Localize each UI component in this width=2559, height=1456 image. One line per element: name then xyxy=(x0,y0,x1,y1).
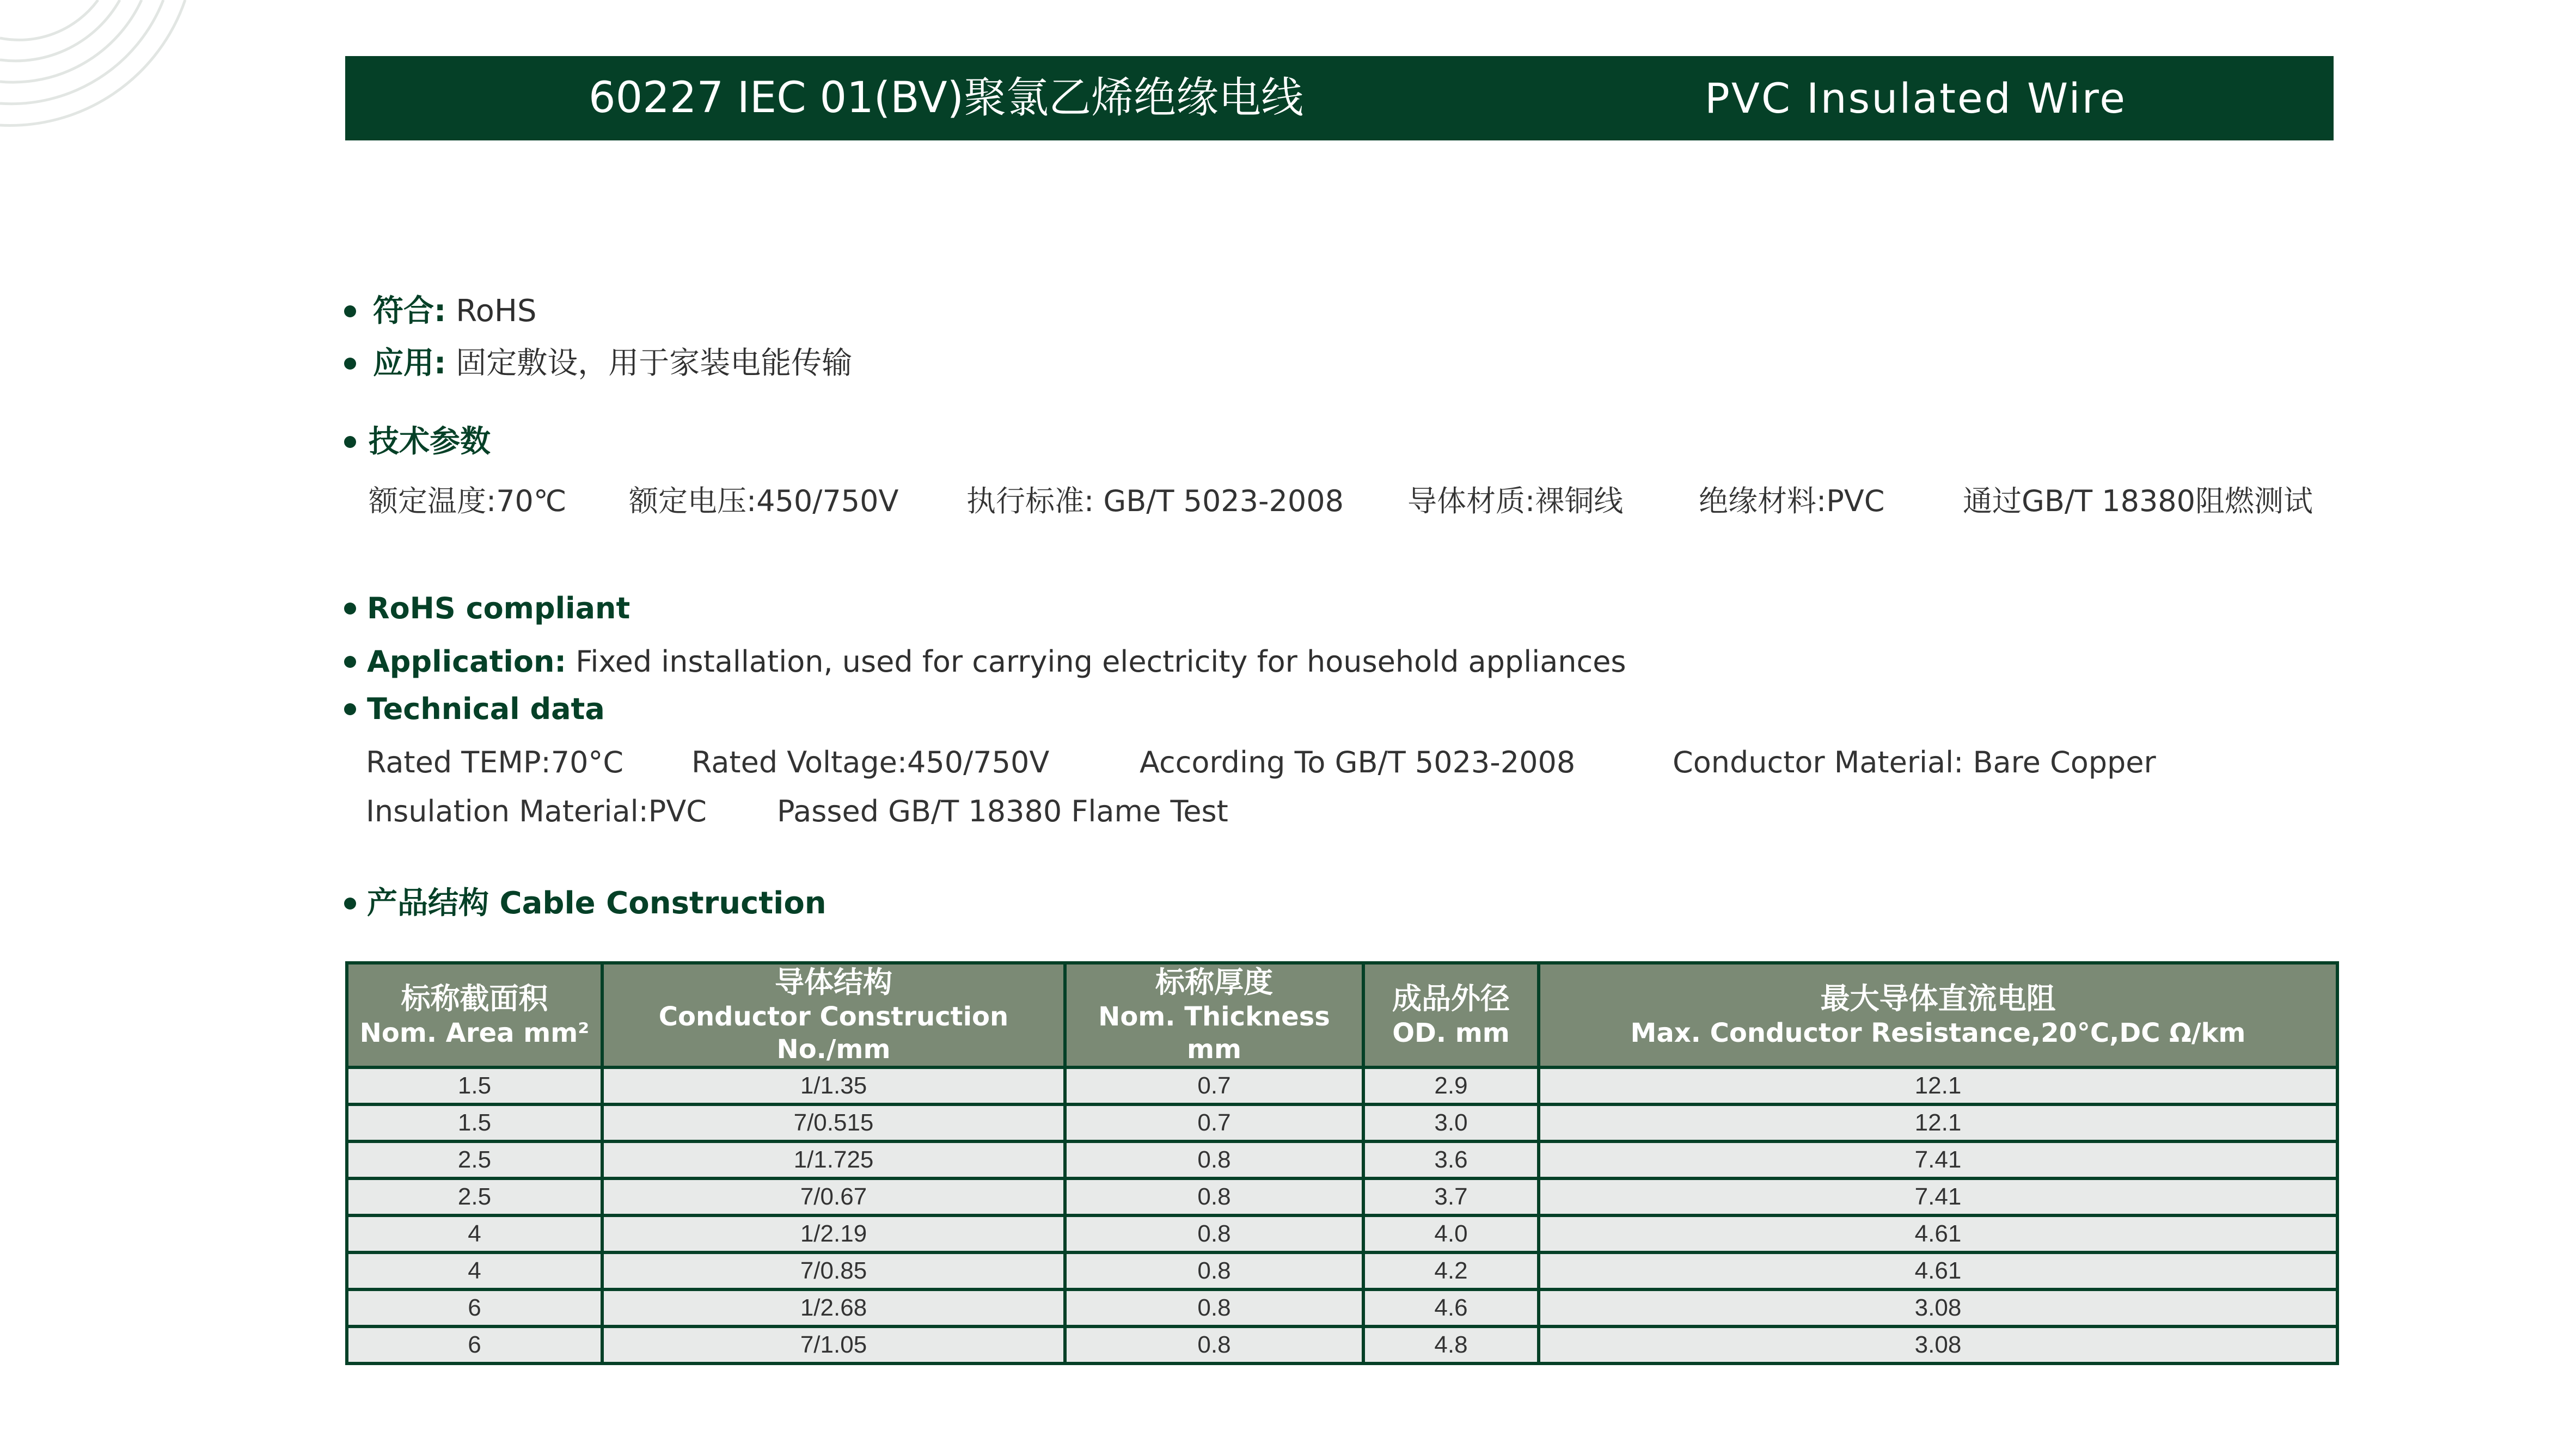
column-header-conductor: 导体结构 Conductor Construction No./mm xyxy=(602,963,1065,1067)
table-cell: 0.8 xyxy=(1065,1215,1363,1252)
bullet-icon xyxy=(344,305,356,317)
table-cell: 3.7 xyxy=(1363,1178,1539,1215)
table-cell: 7/1.05 xyxy=(602,1326,1065,1363)
table-cell: 0.8 xyxy=(1065,1178,1363,1215)
table-cell: 1/1.35 xyxy=(602,1067,1065,1104)
application-en-value: Fixed installation, used for carrying electricity for household appliances xyxy=(576,644,1626,679)
table-cell: 1/1.725 xyxy=(602,1141,1065,1178)
column-header-area: 标称截面积 Nom. Area mm² xyxy=(347,963,602,1067)
table-cell: 12.1 xyxy=(1539,1104,2337,1141)
cable-construction-heading: 产品结构 Cable Construction xyxy=(367,886,827,921)
param-cn-conductor: 导体材质:裸铜线 xyxy=(1407,484,1624,518)
table-cell: 0.7 xyxy=(1065,1067,1363,1104)
param-en-temp: Rated TEMP:70°C xyxy=(366,745,624,779)
table-row xyxy=(347,1215,2337,1252)
title-bar xyxy=(345,56,2334,140)
decorative-arcs xyxy=(0,0,207,142)
table-cell: 4.8 xyxy=(1363,1326,1539,1363)
param-en-insulation: Insulation Material:PVC xyxy=(366,794,707,828)
param-cn-temp: 额定温度:70℃ xyxy=(369,484,567,518)
table-row xyxy=(347,1141,2337,1178)
table-row xyxy=(347,1067,2337,1104)
cable-construction-table xyxy=(345,961,2339,1365)
param-cn-voltage: 额定电压:450/750V xyxy=(629,484,899,518)
table-row xyxy=(347,1104,2337,1141)
bullet-icon xyxy=(344,436,356,448)
table-cell: 6 xyxy=(347,1289,602,1326)
bullet-icon xyxy=(344,603,356,615)
bullet-icon xyxy=(344,703,356,715)
table-cell: 3.0 xyxy=(1363,1104,1539,1141)
table-cell: 4 xyxy=(347,1215,602,1252)
table-cell: 7/0.515 xyxy=(602,1104,1065,1141)
param-cn-standard: 执行标准: GB/T 5023-2008 xyxy=(966,484,1344,518)
table-cell: 7/0.67 xyxy=(602,1178,1065,1215)
param-en-voltage: Rated Voltage:450/750V xyxy=(691,745,1050,779)
table-cell: 3.08 xyxy=(1539,1289,2337,1326)
column-header-resistance: 最大导体直流电阻 Max. Conductor Resistance,20°C,DC Ω/km xyxy=(1539,963,2337,1067)
column-header-od: 成品外径 OD. mm xyxy=(1363,963,1539,1067)
table-cell: 7/0.85 xyxy=(602,1252,1065,1289)
param-cn-flame-test: 通过GB/T 18380阻燃测试 xyxy=(1963,484,2313,518)
table-cell: 4.6 xyxy=(1363,1289,1539,1326)
table-row xyxy=(347,1252,2337,1289)
table-cell: 1/2.68 xyxy=(602,1289,1065,1326)
table-cell: 7.41 xyxy=(1539,1178,2337,1215)
table-cell: 1/2.19 xyxy=(602,1215,1065,1252)
application-en-line xyxy=(367,643,1626,681)
bullet-icon xyxy=(344,898,356,910)
tech-params-cn-heading: 技术参数 xyxy=(369,424,491,459)
application-cn-line xyxy=(373,345,852,383)
table-cell: 6 xyxy=(347,1326,602,1363)
table-row xyxy=(347,1289,2337,1326)
table-cell: 1.5 xyxy=(347,1067,602,1104)
tech-data-en-heading: Technical data xyxy=(367,692,605,726)
title-chinese: 60227 IEC 01(BV)聚氯乙烯绝缘电线 xyxy=(589,73,1304,122)
application-cn-value: 固定敷设，用于家装电能传输 xyxy=(456,346,853,381)
table-cell: 0.7 xyxy=(1065,1104,1363,1141)
table-cell: 7.41 xyxy=(1539,1141,2337,1178)
title-english: PVC Insulated Wire xyxy=(1705,74,2127,122)
table-cell: 4.61 xyxy=(1539,1252,2337,1289)
table-header-row xyxy=(347,963,2337,1067)
table-cell: 0.8 xyxy=(1065,1326,1363,1363)
column-header-thickness: 标称厚度 Nom. Thickness mm xyxy=(1065,963,1363,1067)
table-cell: 3.08 xyxy=(1539,1326,2337,1363)
table-cell: 4 xyxy=(347,1252,602,1289)
comply-label: 符合: xyxy=(373,293,446,329)
bullet-icon xyxy=(344,358,356,370)
table-cell: 2.9 xyxy=(1363,1067,1539,1104)
table-cell: 0.8 xyxy=(1065,1141,1363,1178)
table-cell: 4.0 xyxy=(1363,1215,1539,1252)
table-row xyxy=(347,1178,2337,1215)
table-cell: 12.1 xyxy=(1539,1067,2337,1104)
rohs-compliant: RoHS compliant xyxy=(367,591,630,625)
param-cn-insulation: 绝缘材料:PVC xyxy=(1699,484,1885,518)
table-cell: 0.8 xyxy=(1065,1289,1363,1326)
param-en-flame-test: Passed GB/T 18380 Flame Test xyxy=(777,794,1228,828)
table-cell: 1.5 xyxy=(347,1104,602,1141)
table-cell: 4.2 xyxy=(1363,1252,1539,1289)
comply-value: RoHS xyxy=(456,293,537,329)
table-cell: 2.5 xyxy=(347,1141,602,1178)
param-en-standard: According To GB/T 5023-2008 xyxy=(1140,745,1576,779)
application-en-label: Application: xyxy=(367,644,567,679)
table-cell: 3.6 xyxy=(1363,1141,1539,1178)
table-row xyxy=(347,1326,2337,1363)
application-cn-label: 应用: xyxy=(373,346,446,381)
table-cell: 0.8 xyxy=(1065,1252,1363,1289)
param-en-conductor: Conductor Material: Bare Copper xyxy=(1673,745,2156,779)
table-cell: 4.61 xyxy=(1539,1215,2337,1252)
table-cell: 2.5 xyxy=(347,1178,602,1215)
comply-line xyxy=(373,292,537,330)
bullet-icon xyxy=(344,656,356,668)
